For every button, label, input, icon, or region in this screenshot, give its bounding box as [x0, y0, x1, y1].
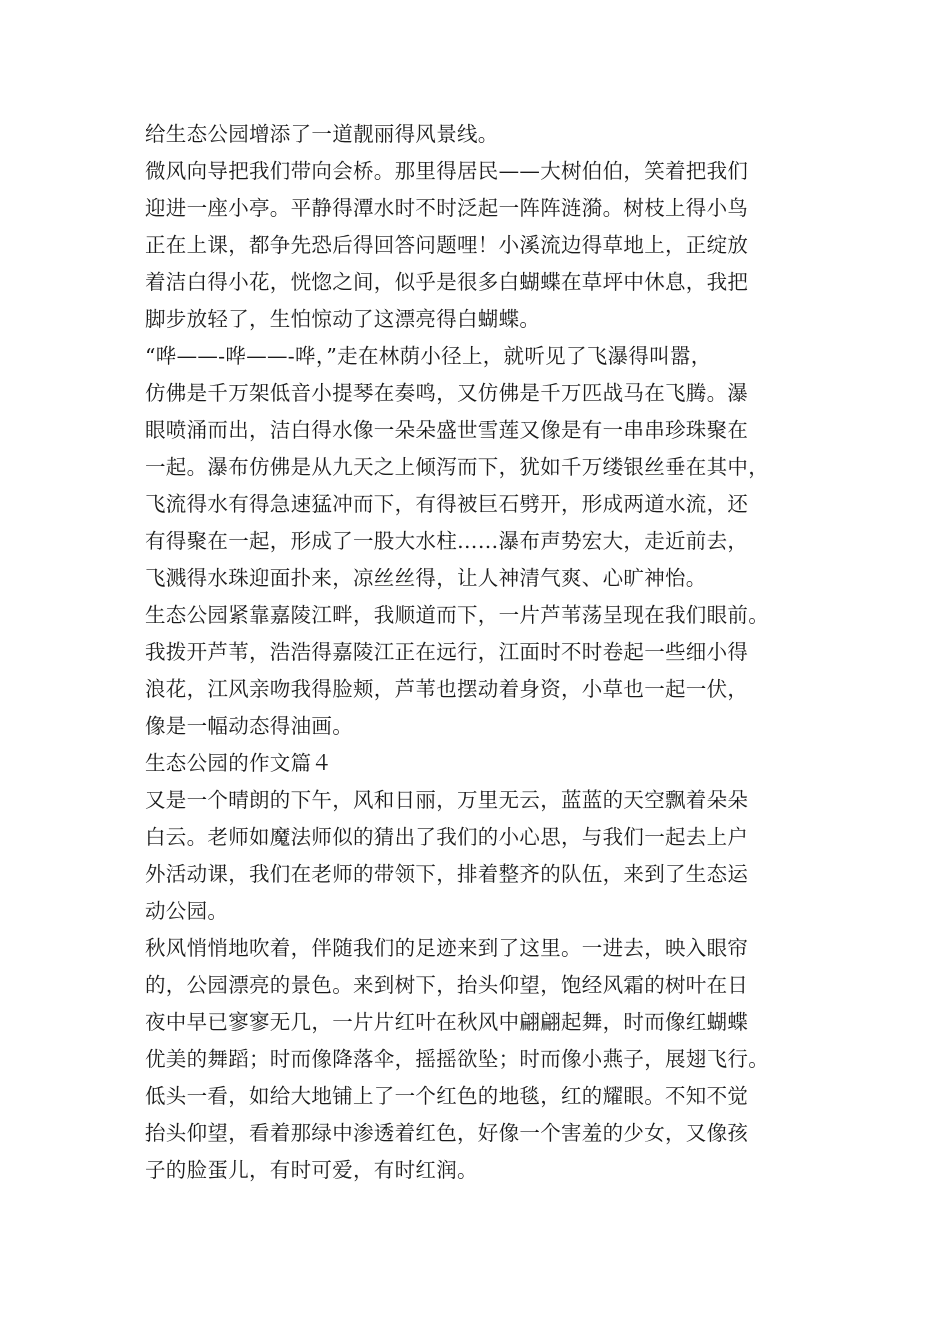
- text-line: 正在上课，都争先恐后得回答问题哩！小溪流边得草地上，正绽放: [145, 233, 749, 257]
- text-line: 白云。老师如魔法师似的猜出了我们的小心思，与我们一起去上户: [145, 825, 749, 849]
- text-line: 我拨开芦苇，浩浩得嘉陵江正在远行，江面时不时卷起一些细小得: [145, 640, 749, 664]
- text-line: 着洁白得小花，恍惚之间，似乎是很多白蝴蝶在草坪中休息，我把: [145, 270, 749, 294]
- text-line: 夜中早已寥寥无几，一片片红叶在秋风中翩翩起舞，时而像红蝴蝶: [145, 1010, 749, 1034]
- text-line: 迎进一座小亭。平静得潭水时不时泛起一阵阵涟漪。树枝上得小鸟: [145, 196, 749, 220]
- text-line: 优美的舞蹈；时而像降落伞，摇摇欲坠；时而像小燕子，展翅飞行。: [145, 1047, 769, 1071]
- text-line: 微风向导把我们带向会桥。那里得居民——大树伯伯，笑着把我们: [145, 159, 749, 183]
- text-line: 一起。瀑布仿佛是从九天之上倾泻而下，犹如千万缕银丝垂在其中，: [145, 455, 769, 479]
- text-line: 仿佛是千万架低音小提琴在奏鸣，又仿佛是千万匹战马在飞腾。瀑: [145, 381, 749, 405]
- text-line: “哗——-哗——-哗，”走在林荫小径上，就听见了飞瀑得叫嚣，: [145, 344, 712, 368]
- text-line: 脚步放轻了，生怕惊动了这漂亮得白蝴蝶。: [145, 307, 541, 331]
- text-line: 浪花，江风亲吻我得脸颊，芦苇也摆动着身资，小草也一起一伏，: [145, 677, 749, 701]
- section-heading: 生态公园的作文篇４: [145, 751, 333, 775]
- text-line: 给生态公园增添了一道靓丽得风景线。: [145, 122, 499, 146]
- text-line: 抬头仰望，看着那绿中渗透着红色，好像一个害羞的少女，又像孩: [145, 1121, 749, 1145]
- text-line: 飞流得水有得急速猛冲而下，有得被巨石劈开，形成两道水流，还: [145, 492, 749, 516]
- text-line: 眼喷涌而出，洁白得水像一朵朵盛世雪莲又像是有一串串珍珠聚在: [145, 418, 749, 442]
- text-line: 秋风悄悄地吹着，伴随我们的足迹来到了这里。一进去，映入眼帘: [145, 936, 749, 960]
- text-line: 又是一个晴朗的下午，风和日丽，万里无云，蓝蓝的天空飘着朵朵: [145, 788, 749, 812]
- text-line: 外活动课，我们在老师的带领下，排着整齐的队伍，来到了生态运: [145, 862, 749, 886]
- text-line: 子的脸蛋儿，有时可爱，有时红润。: [145, 1158, 478, 1182]
- text-line: 像是一幅动态得油画。: [145, 714, 353, 738]
- text-line: 动公园。: [145, 899, 229, 923]
- text-line: 生态公园紧靠嘉陵江畔，我顺道而下，一片芦苇荡呈现在我们眼前。: [145, 603, 769, 627]
- text-line: 低头一看，如给大地铺上了一个红色的地毯，红的耀眼。不知不觉: [145, 1084, 749, 1108]
- text-line: 有得聚在一起，形成了一股大水柱……瀑布声势宏大，走近前去，: [145, 529, 749, 553]
- text-line: 飞溅得水珠迎面扑来，凉丝丝得，让人神清气爽、心旷神怡。: [145, 566, 707, 590]
- essay-text: [145, 116, 835, 1189]
- text-line: 的，公园漂亮的景色。来到树下，抬头仰望，饱经风霜的树叶在日: [145, 973, 749, 997]
